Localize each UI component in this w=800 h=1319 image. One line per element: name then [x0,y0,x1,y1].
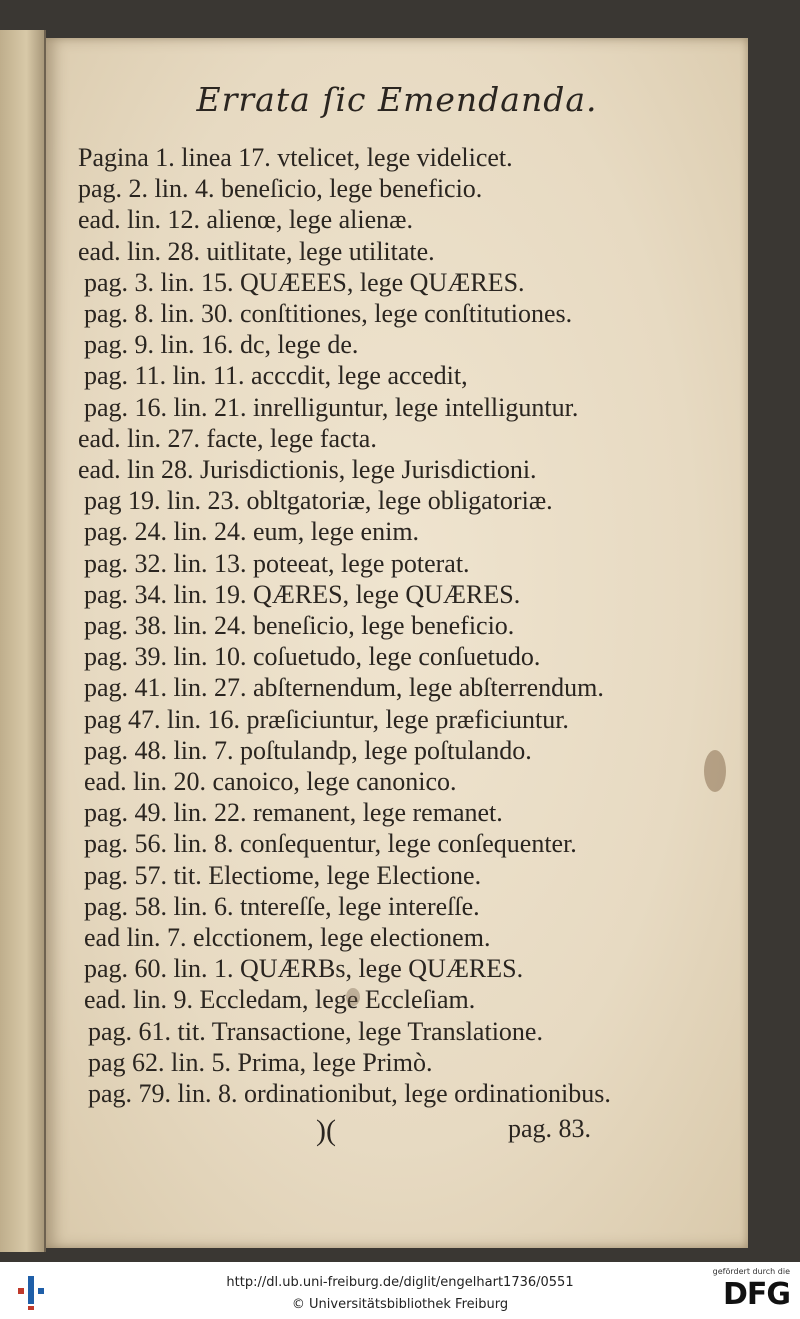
viewer-footer [0,1262,800,1319]
page-stain [704,750,726,792]
errata-line: pag. 34. lin. 19. QÆRES, lege QUÆRES. [84,579,521,609]
copyright-text: © Universitätsbibliothek Freiburg [291,1297,509,1312]
errata-line: pag. 3. lin. 15. QUÆEES, lege QUÆRES. [84,267,525,297]
errata-line: pag. 39. lin. 10. coſuetudo, lege conſuetudo. [84,642,541,672]
errata-line: ead. lin. 9. Eccledam, lege Eccleſiam. [84,985,476,1015]
errata-line: pag. 24. lin. 24. eum, lege enim. [84,517,420,547]
errata-line: ead. lin. 27. facte, lege facta. [78,423,377,453]
errata-line: ead. lin. 12. alienœ, lege alienæ. [78,205,414,235]
signature-mark: )( [316,1114,336,1147]
page-title: Errata ſic Emendanda. [196,80,598,119]
errata-line: pag. 11. lin. 11. acccdit, lege accedit, [84,361,468,391]
errata-line: ead. lin 28. Jurisdictionis, lege Jurisdictioni. [78,455,537,484]
errata-line: pag. 16. lin. 21. inrelliguntur, lege intelliguntur. [84,392,579,422]
book-page [46,38,748,1248]
page-stain [346,988,360,1006]
facing-page-edge [0,30,46,1252]
errata-line: pag. 60. lin. 1. QUÆRBs, lege QUÆRES. [84,954,524,984]
dfg-caption: gefördert durch die [712,1267,790,1276]
errata-line: pag. 58. lin. 6. tntereſſe, lege intereſſe. [84,891,480,921]
errata-line: pag. 8. lin. 30. conſtitiones, lege conſtitutiones. [84,299,573,328]
errata-line: pag. 49. lin. 22. remanent, lege remanet. [84,798,503,828]
errata-line: pag. 48. lin. 7. poſtulandp, lege poſtulando. [84,735,532,765]
errata-line: pag. 79. lin. 8. ordinationibut, lege ordinationibus. [88,1079,611,1108]
errata-line: pag. 32. lin. 13. poteeat, lege poterat. [84,548,470,578]
errata-line: pag. 38. lin. 24. beneſicio, lege beneficio. [84,611,515,640]
errata-line: ead. lin. 28. uitlitate, lege utilitate. [78,236,435,266]
errata-line: pag 62. lin. 5. Prima, lege Primò. [88,1047,433,1077]
source-url-link[interactable]: http://dl.ub.uni-freiburg.de/diglit/engelhart1736/0551 [226,1275,574,1290]
errata-line: pag. 9. lin. 16. dc, lege de. [84,330,359,360]
errata-line: pag. 61. tit. Transactione, lege Translatione. [88,1016,543,1046]
catchword: pag. 83. [508,1114,592,1143]
errata-line: pag. 56. lin. 8. conſequentur, lege conſequenter. [84,829,577,859]
errata-line: pag. 57. tit. Electiome, lege Electione. [84,860,482,890]
errata-line: ead lin. 7. elcctionem, lege electionem. [84,923,491,952]
errata-line: ead. lin. 20. canoico, lege canonico. [84,767,457,796]
errata-list [46,38,748,1138]
errata-line: pag 47. lin. 16. præſiciuntur, lege præficiuntur. [84,704,569,734]
errata-line: Pagina 1. linea 17. vtelicet, lege videlicet. [78,143,513,172]
errata-line: pag. 41. lin. 27. abſternendum, lege abſterrendum. [84,673,604,703]
errata-line: pag 19. lin. 23. obltgatoriæ, lege obligatoriæ. [84,486,553,516]
dfg-logo: DFG [722,1277,790,1312]
errata-line: pag. 2. lin. 4. beneſicio, lege beneficio. [78,174,483,204]
